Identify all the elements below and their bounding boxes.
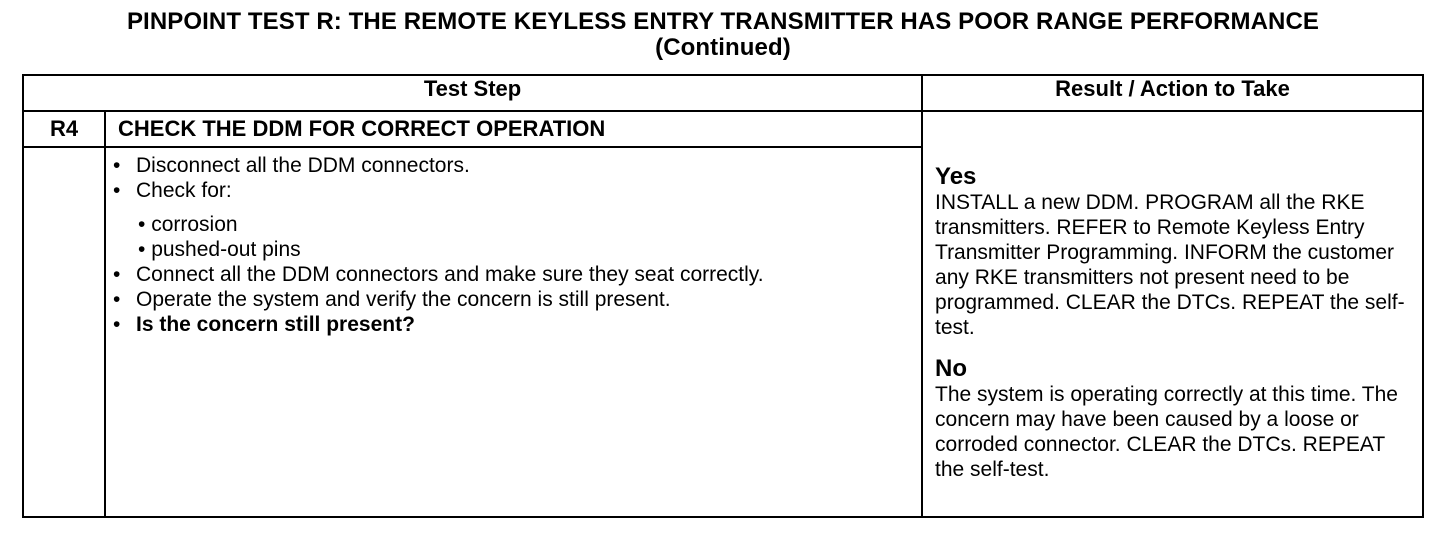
result-cell xyxy=(922,111,1423,517)
check-list xyxy=(136,212,921,262)
instruction-list xyxy=(106,153,921,337)
instruction-item xyxy=(106,178,921,262)
bullet-icon: • xyxy=(113,313,121,336)
question-text: Is the concern still present? xyxy=(136,313,415,336)
check-item-text: corrosion xyxy=(151,213,238,236)
bullet-icon: • xyxy=(113,288,121,311)
result-no-action: The system is operating correctly at this time. The concern may have been caused by a loose or corroded connector. CLEAR the DTCs. REPEAT the self-test. xyxy=(935,383,1398,481)
sub-bullet-icon: • xyxy=(138,213,146,236)
page-title xyxy=(0,9,1446,61)
instruction-item xyxy=(106,262,921,287)
bullet-icon: • xyxy=(113,179,121,202)
title-line-1: PINPOINT TEST R: THE REMOTE KEYLESS ENTRY TRANSMITTER HAS POOR RANGE PERFORMANCE xyxy=(126,8,1320,35)
check-item xyxy=(136,212,921,237)
bullet-icon: • xyxy=(113,154,121,177)
instruction-text: Connect all the DDM connectors and make sure they seat correctly. xyxy=(136,263,764,286)
header-test-step: Test Step xyxy=(23,75,922,111)
check-item xyxy=(136,237,921,262)
step-title: CHECK THE DDM FOR CORRECT OPERATION xyxy=(105,111,922,147)
pinpoint-test-table xyxy=(22,74,1424,518)
step-id: R4 xyxy=(23,111,105,147)
sub-bullet-icon: • xyxy=(138,238,146,261)
step-title-row xyxy=(23,111,1423,147)
instruction-text: Check for: xyxy=(136,179,232,202)
result-no-label: No xyxy=(935,355,968,382)
instruction-text: Disconnect all the DDM connectors. xyxy=(136,154,470,177)
check-item-text: pushed-out pins xyxy=(151,238,301,261)
result-yes-action: INSTALL a new DDM. PROGRAM all the RKE transmitters. REFER to Remote Keyless Entry Transmitter Programming. INFORM the customer any RKE transmitters not present need to be programmed. CLEAR the DTCs. REPEAT the self-test. xyxy=(935,191,1405,339)
header-result-action: Result / Action to Take xyxy=(922,75,1423,111)
title-line-2: (Continued) xyxy=(655,34,791,61)
instruction-item xyxy=(106,153,921,178)
result-yes-label: Yes xyxy=(935,163,977,190)
table-header-row xyxy=(23,75,1423,111)
instruction-item xyxy=(106,287,921,312)
step-instructions-cell xyxy=(105,147,922,517)
instruction-item xyxy=(106,312,921,337)
bullet-icon: • xyxy=(113,263,121,286)
step-id-blank-cell xyxy=(23,147,105,517)
instruction-text: Operate the system and verify the concern is still present. xyxy=(136,288,671,311)
